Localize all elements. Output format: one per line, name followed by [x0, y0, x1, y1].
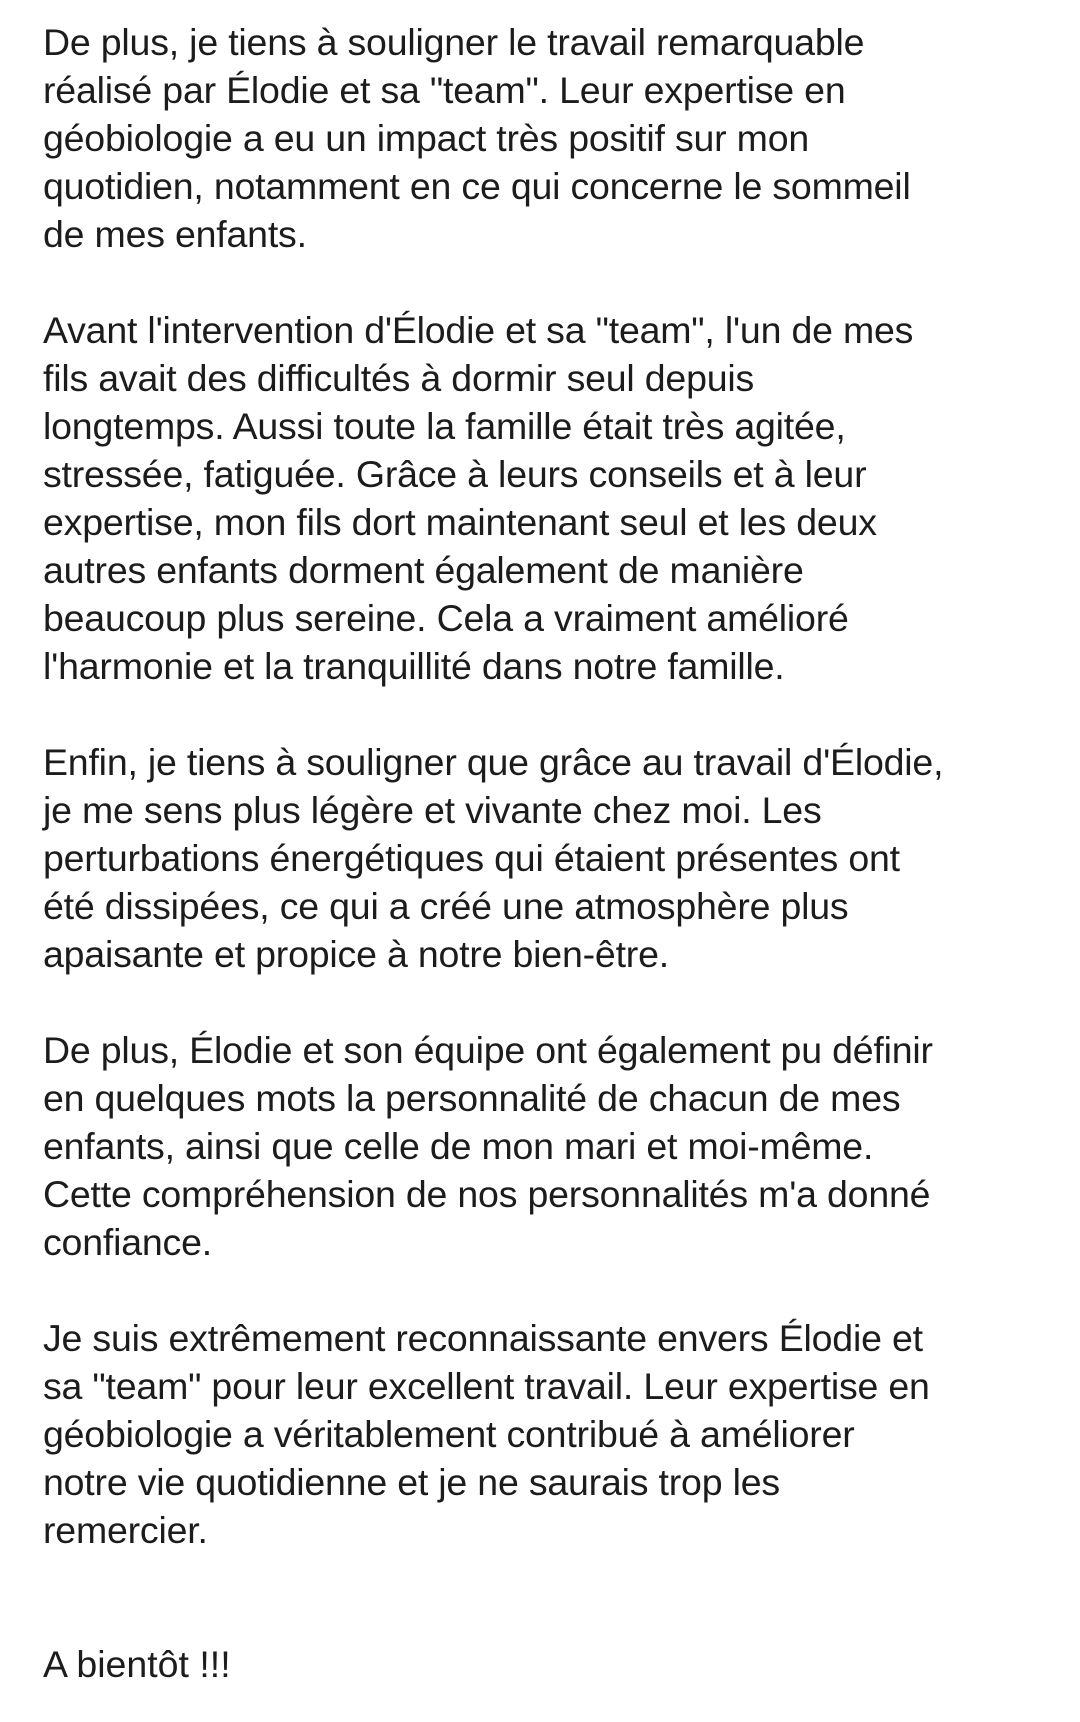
paragraph-5 — [43, 1314, 1043, 1554]
message-body — [43, 18, 1043, 1602]
text-line: de mes enfants. — [43, 213, 307, 255]
text-line: beaucoup plus sereine. Cela a vraiment amélioré — [43, 597, 849, 639]
text-line: quotidien, notamment en ce qui concerne le sommeil — [43, 165, 911, 207]
text-line: Je suis extrêmement reconnaissante envers Élodie et — [43, 1317, 923, 1359]
text-line: apaisante et propice à notre bien-être. — [43, 933, 669, 975]
text-line: De plus, je tiens à souligner le travail remarquable — [43, 21, 865, 63]
paragraph-1 — [43, 18, 1043, 258]
text-line: stressée, fatiguée. Grâce à leurs conseils et à leur — [43, 453, 867, 495]
text-line: je me sens plus légère et vivante chez moi. Les — [43, 789, 822, 831]
text-line: l'harmonie et la tranquillité dans notre famille. — [43, 645, 785, 687]
paragraph-2 — [43, 306, 1043, 690]
text-line: autres enfants dorment également de manière — [43, 549, 804, 591]
text-line: réalisé par Élodie et sa "team". Leur expertise en — [43, 69, 846, 111]
text-line: confiance. — [43, 1221, 212, 1263]
text-line: De plus, Élodie et son équipe ont également pu définir — [43, 1029, 933, 1071]
text-line: enfants, ainsi que celle de mon mari et moi-même. — [43, 1125, 874, 1167]
text-line: notre vie quotidienne et je ne saurais trop les — [43, 1461, 780, 1503]
text-line: longtemps. Aussi toute la famille était très agitée, — [43, 405, 846, 447]
text-line: expertise, mon fils dort maintenant seul et les deux — [43, 501, 877, 543]
paragraph-4 — [43, 1026, 1043, 1266]
text-line: perturbations énergétiques qui étaient présentes ont — [43, 837, 900, 879]
text-line: Cette compréhension de nos personnalités m'a donné — [43, 1173, 931, 1215]
text-line: Enfin, je tiens à souligner que grâce au travail d'Élodie, — [43, 741, 944, 783]
text-line: en quelques mots la personnalité de chacun de mes — [43, 1077, 901, 1119]
paragraph-3 — [43, 738, 1043, 978]
text-line: remercier. — [43, 1509, 208, 1551]
text-line: sa "team" pour leur excellent travail. Leur expertise en — [43, 1365, 930, 1407]
text-line: été dissipées, ce qui a créé une atmosphère plus — [43, 885, 849, 927]
text-line: géobiologie a véritablement contribué à améliorer — [43, 1413, 855, 1455]
closing-line: A bientôt !!! — [43, 1643, 231, 1685]
text-line: Avant l'intervention d'Élodie et sa "team", l'un de mes — [43, 309, 914, 351]
text-line: géobiologie a eu un impact très positif sur mon — [43, 117, 810, 159]
text-line: fils avait des difficultés à dormir seul depuis — [43, 357, 755, 399]
